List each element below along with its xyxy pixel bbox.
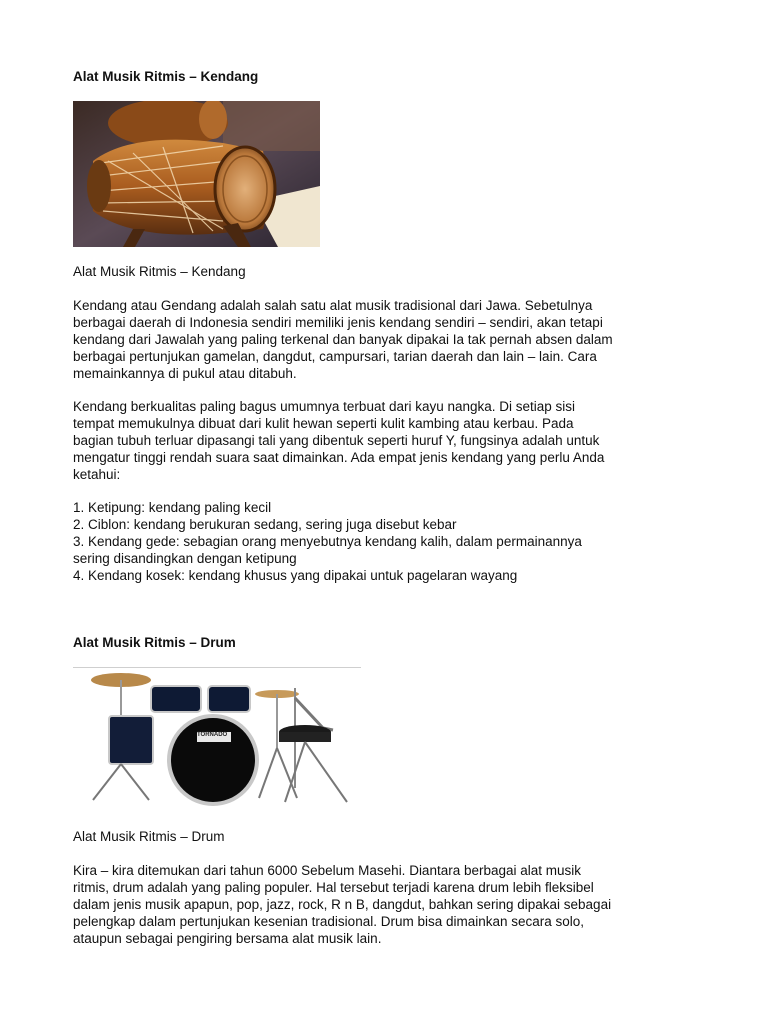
text-line: pelengkap dalam pertunjukan kesenian tradisional. Drum bisa dimainkan secara solo, [73,914,585,929]
text-line: dalam jenis musik apapun, pop, jazz, rock, R n B, dangdut, bahkan sering dipakai sebagai [73,897,612,912]
drum-image [73,667,361,810]
text-line: kendang dari Jawalah yang paling terkenal dan banyak dipakai Ia tak pernah absen dalam [73,332,613,347]
text-line: berbagai pertunjukan gamelan, dangdut, campursari, tarian daerah dan lain – lain. Cara [73,349,597,364]
drum-caption: Alat Musik Ritmis – Drum [73,829,225,844]
list-item: 2. Ciblon: kendang berukuran sedang, sering juga disebut kebar [73,517,457,532]
text-line: berbagai daerah di Indonesia sendiri memiliki jenis kendang sendiri – sendiri, akan tetapi [73,315,603,330]
text-line: tempat memukulnya dibuat dari kulit hewan seperti kulit kambing atau kerbau. Pada [73,416,574,431]
text-line: Kendang atau Gendang adalah salah satu alat musik tradisional dari Jawa. Sebetulnya [73,298,593,313]
kick-drum-logo: TORNADO [197,732,228,738]
text-line: ataupun sebagai pengiring bersama alat musik lain. [73,931,382,946]
text-line: memainkannya di pukul atau ditabuh. [73,366,297,381]
text-line: Kira – kira ditemukan dari tahun 6000 Sebelum Masehi. Diantara berbagai alat musik [73,863,582,878]
drum-kit-icon [73,668,361,810]
kendang-types-list [73,499,703,584]
list-item: 3. Kendang gede: sebagian orang menyebutnya kendang kalih, dalam permainannya [73,534,582,549]
kendang-caption: Alat Musik Ritmis – Kendang [73,264,246,279]
text-line: ritmis, drum adalah yang paling populer. Hal tersebut terjadi karena drum lebih fleksibel [73,880,594,895]
text-line: ketahui: [73,467,121,482]
list-item: 4. Kendang kosek: kendang khusus yang dipakai untuk pagelaran wayang [73,568,518,583]
kendang-drum-icon [73,101,320,247]
drum-heading: Alat Musik Ritmis – Drum [73,635,236,650]
text-line: Kendang berkualitas paling bagus umumnya terbuat dari kayu nangka. Di setiap sisi [73,399,576,414]
text-line: bagian tubuh terluar dipasangi tali yang dibentuk seperti huruf Y, fungsinya adalah untuk [73,433,600,448]
drum-paragraph [73,862,703,947]
list-item: sering disandingkan dengan ketipung [73,551,297,566]
text-line: mengatur tinggi rendah suara saat dimainkan. Ada empat jenis kendang yang perlu Anda [73,450,605,465]
list-item: 1. Ketipung: kendang paling kecil [73,500,272,515]
kendang-paragraph-1 [73,297,703,382]
kendang-image [73,101,320,247]
kendang-heading: Alat Musik Ritmis – Kendang [73,69,259,84]
kendang-paragraph-2 [73,398,703,483]
